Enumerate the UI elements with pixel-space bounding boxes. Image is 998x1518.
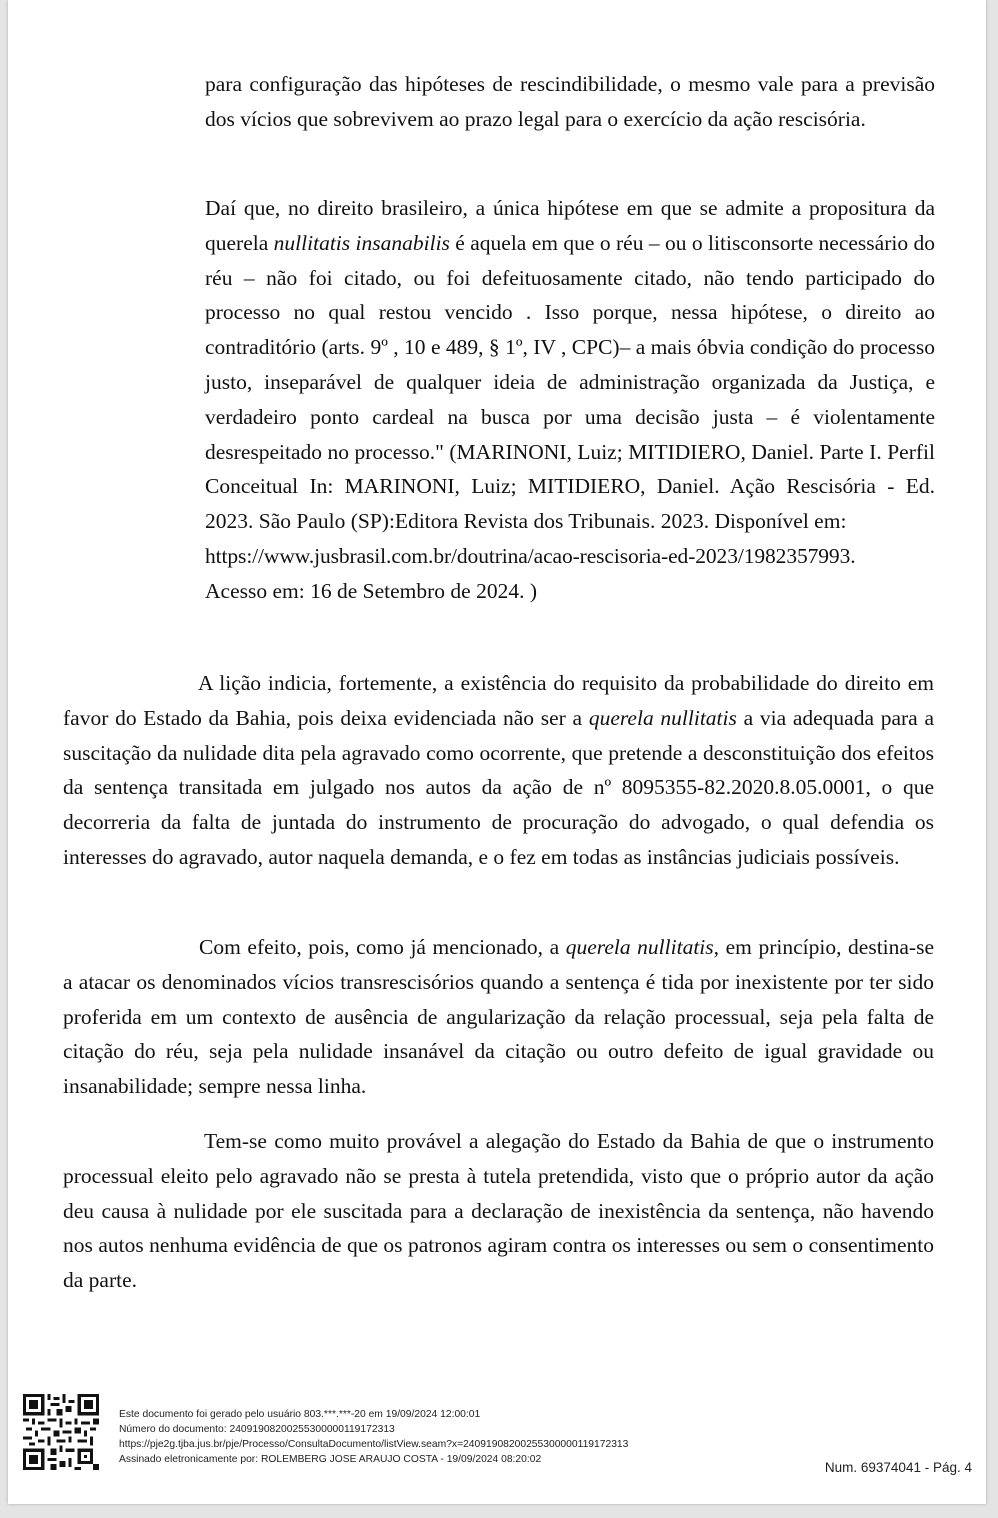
qr-code-icon (23, 1394, 99, 1470)
body-text: Com efeito, pois, como já mencionado, a (199, 935, 566, 959)
citation-url: https://www.jusbrasil.com.br/doutrina/acao-rescisoria-ed-2023/1982357993. (205, 543, 856, 568)
footer-url[interactable]: https://pje2g.tjba.jus.br/pje/Processo/ConsultaDocumento/listView.seam?x=24091908200255300000119172313 (119, 1439, 629, 1450)
quote-text-a: Daí que, no direito brasileiro, a única hipótese em que se admite a propositura da querela (205, 196, 935, 255)
footer-document-number: Número do documento: 24091908200255300000119172313 (119, 1424, 395, 1435)
body-paragraph-3 (63, 1124, 934, 1298)
footer-generated-line: Este documento foi gerado pelo usuário 803.***.***-20 em 19/09/2024 12:00:01 (119, 1409, 481, 1420)
quote-italic-term: nullitatis insanabilis (273, 230, 450, 255)
footer-signed-by: Assinado eletronicamente por: ROLEMBERG JOSE ARAUJO COSTA - 19/09/2024 08:20:02 (119, 1454, 542, 1465)
body-text: A lição indicia, fortemente, a existência do requisito da probabilidade do direito em favor do Estado da Bahia, pois deixa evidenciada não ser a (63, 671, 934, 730)
document-page (8, 0, 986, 1504)
body-paragraph-2 (63, 930, 934, 1104)
signature-footer (119, 1407, 628, 1467)
italic-term: querela nullitatis (588, 705, 737, 730)
italic-term: querela nullitatis (565, 935, 714, 959)
body-text: , em princípio, destina-se a atacar os denominados vícios transrescisórios quando a sentença é tida por inexistente por ter sido proferida em um contexto de ausência de angularização da relação processual, seja pela falta de citação do réu, seja pela nulidade insanável da citação ou outro defeito de igual gravidade ou insanabilidade; sempre nessa linha. (63, 935, 934, 1099)
page-number: Num. 69374041 - Pág. 4 (824, 1460, 972, 1475)
body-text: Tem-se como muito provável a alegação do Estado da Bahia de que o instrumento processual eleito pelo agravado não se presta à tutela pretendida, visto que o próprio autor da ação deu causa à nulidade por ele suscitada para a declaração de inexistência da sentença, não havendo nos autos nenhuma evidência de que os patronos agiram contra os interesses ou sem o consentimento da parte. (63, 1129, 934, 1293)
quote-text-b: é aquela em que o réu – ou o litisconsorte necessário do réu – não foi citado, ou foi defeituosamente citado, não tendo participado do processo no qual restou vencido . Isso porque, nessa hipótese, o direito ao contraditório (arts. 9º , 10 e 489, § 1º, IV , CPC)– a mais óbvia condição do processo justo, inseparável de qualquer ideia de administração organizada da Justiça, e verdadeiro ponto cardeal na busca por uma decisão justa – é violentamente desrespeitado no processo." (MARINONI, Luiz; MITIDIERO, Daniel. Parte I. Perfil Conceitual In: MARINONI, Luiz; MITIDIERO, Daniel. Ação Rescisória - Ed. 2023. São Paulo (SP):Editora Revista dos Tribunais. 2023. Disponível em: (205, 230, 935, 534)
quote-paragraph-1: para configuração das hipóteses de rescindibilidade, o mesmo vale para a previsão dos vícios que sobrevivem ao prazo legal para o exercício da ação rescisória. (205, 72, 935, 131)
citation-access-date: Acesso em: 16 de Setembro de 2024. ) (205, 578, 537, 603)
body-text: a via adequada para a suscitação da nulidade dita pela agravado como ocorrente, que pretende a desconstituição dos efeitos da sentença transitada em julgado nos autos da ação de nº 8095355-82.2020.8.05.0001, o que decorreria da falta de juntada do instrumento de procuração do advogado, o qual defendia os interesses do agravado, autor naquela demanda, e o fez em todas as instâncias judiciais possíveis. (63, 705, 934, 869)
quote-paragraph-2 (205, 191, 935, 609)
body-paragraph-1 (63, 666, 934, 875)
